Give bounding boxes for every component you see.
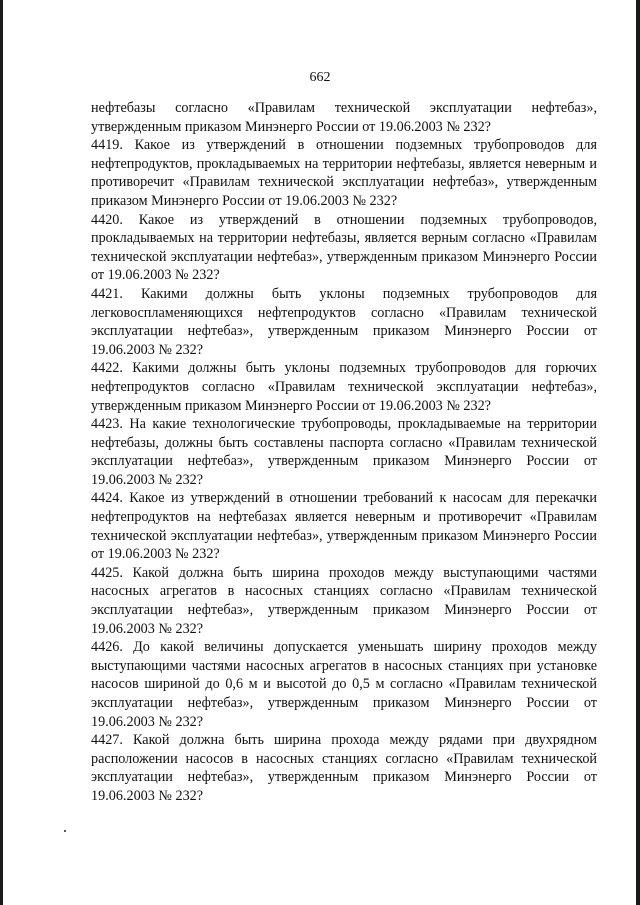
question-4419: 4419. Какое из утверждений в отношении подземных трубопроводов для нефтепродуктов, прокладываемых на территории нефтебазы, является неверным и противоречит «Правилам технической эксплуатации нефтебаз», утвержденным приказом Минэнерго России от 19.06.2003 № 232?	[91, 137, 597, 209]
question-4427: 4427. Какой должна быть ширина прохода между рядами при двухрядном расположении насосов в насосных станциях согласно «Правилам технической эксплуатации нефтебаз», утвержденным приказом Минэнерго России от 19.06.2003 № 232?	[91, 732, 597, 804]
question-4423: 4423. На какие технологические трубопроводы, прокладываемые на территории нефтебазы, должны быть составлены паспорта согласно «Правилам технической эксплуатации нефтебаз», утвержденным приказом Минэнерго России от 19.06.2003 № 232?	[91, 416, 597, 488]
page-number: 662	[309, 70, 331, 85]
question-4425: 4425. Какой должна быть ширина проходов между выступающими частями насосных агрегатов в насосных станциях согласно «Правилам технической эксплуатации нефтебаз», утвержденным приказом Минэнерго России от 19.06.2003 № 232?	[91, 564, 597, 637]
question-4426: 4426. До какой величины допускается уменьшать ширину проходов между выступающими частями насосных агрегатов в насосных станциях при установке насосов шириной до 0,6 м и высотой до 0,5 м согласно «Правилам технической эксплуатации нефтебаз», утвержденным приказом Минэнерго России от 19.06.2003 № 232?	[91, 639, 597, 730]
scan-left-edge	[0, 0, 3, 905]
document-body	[91, 99, 597, 806]
scan-right-edge	[636, 0, 640, 905]
question-4421: 4421. Какими должны быть уклоны подземных трубопроводов для легковоспламеняющихся нефтепродуктов согласно «Правилам технической эксплуатации нефтебаз», утвержденным приказом Минэнерго России от 19.06.2003 № 232?	[91, 285, 597, 358]
question-4422: 4422. Какими должны быть уклоны подземных трубопроводов для горючих нефтепродуктов согласно «Правилам технической эксплуатации нефтебаз», утвержденным приказом Минэнерго России от 19.06.2003 № 232?	[91, 360, 597, 414]
paragraph-continuation: нефтебазы согласно «Правилам технической эксплуатации нефтебаз», утвержденным приказом Минэнерго России от 19.06.2003 № 232?	[91, 100, 597, 135]
scan-speck	[64, 830, 66, 832]
question-4424: 4424. Какое из утверждений в отношении требований к насосам для перекачки нефтепродуктов на нефтебазах является неверным и противоречит «Правилам технической эксплуатации нефтебаз», утвержденным приказом Минэнерго России от 19.06.2003 № 232?	[91, 490, 597, 563]
question-4420: 4420. Какое из утверждений в отношении подземных трубопроводов, прокладываемых на территории нефтебазы, является верным согласно «Правилам технической эксплуатации нефтебаз», утвержденным приказом Минэнерго России от 19.06.2003 № 232?	[91, 211, 597, 284]
